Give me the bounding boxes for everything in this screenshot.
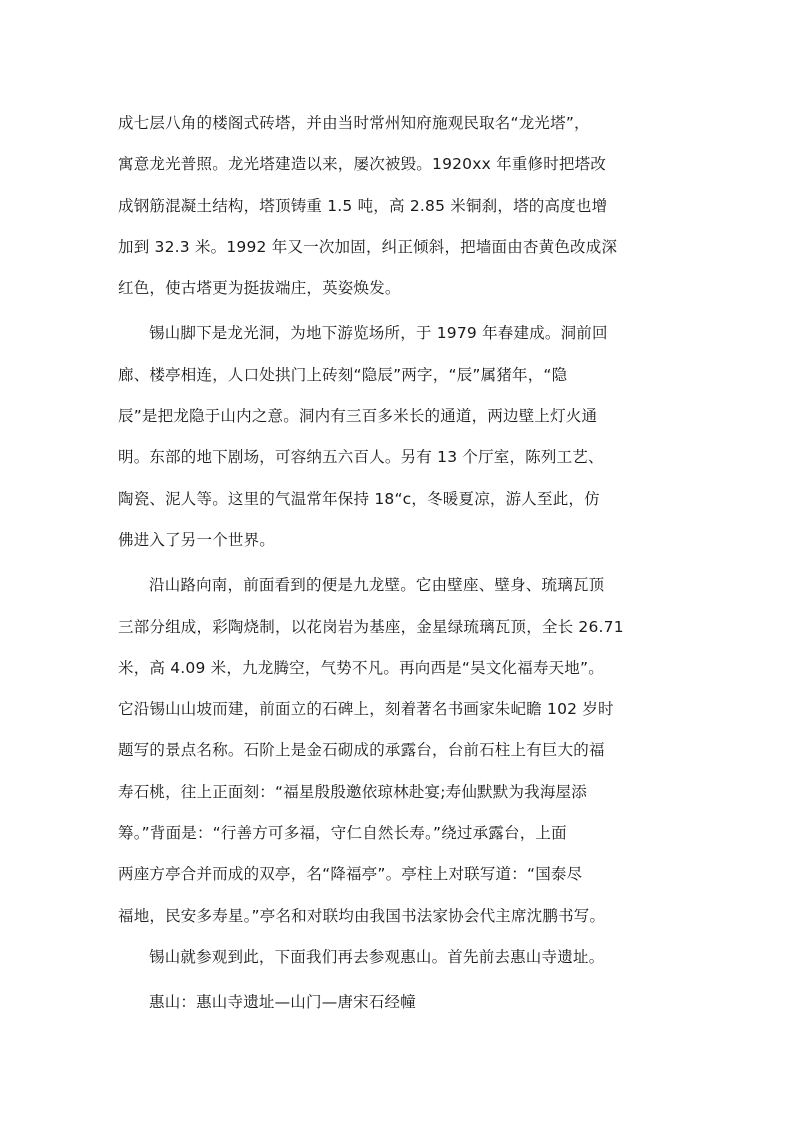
text-line: 辰”是把龙隐于山内之意。洞内有三百多米长的通道，两边壁上灯火通 — [118, 407, 598, 426]
paragraph-nine-dragon-wall — [118, 565, 674, 937]
paragraph-longguang-cave — [118, 313, 674, 561]
text-line: 锡山脚下是龙光洞，为地下游览场所，于 1979 年春建成。洞前回 — [149, 324, 608, 343]
text-line: 廊、楼亭相连，人口处拱门上砖刻“隐辰”两字，“辰”属猪年，“隐 — [118, 365, 568, 384]
text-line: 两座方亭合并而成的双亭，名“降福亭”。亭柱上对联写道：“国泰尽 — [118, 865, 583, 884]
paragraph-huishan-route — [118, 982, 674, 1023]
text-line: 陶瓷、泥人等。这里的气温常年保持 18“c，冬暖夏凉，游人至此，仿 — [118, 489, 600, 508]
text-line: 红色，使古塔更为挺拔端庄，英姿焕发。 — [118, 279, 401, 298]
text-line: 题写的景点名称。石阶上是金石砌成的承露台，台前石柱上有巨大的福 — [118, 741, 605, 760]
text-line: 成钢筋混凝土结构，塔顶铸重 1.5 吨，高 2.85 米铜刹，塔的高度也增 — [118, 196, 608, 215]
paragraph-xishan-end — [118, 937, 674, 978]
text-line: 沿山路向南，前面看到的便是九龙壁。它由壁座、壁身、琉璃瓦顶 — [149, 576, 605, 595]
paragraph-longguang-pagoda — [118, 103, 674, 309]
text-line: 米，高 4.09 米，九龙腾空，气势不凡。再向西是“吴文化福寿天地”。 — [118, 658, 604, 677]
text-line: 福地，民安多寿星。”亭名和对联均由我国书法家协会代主席沈鹏书写。 — [118, 906, 606, 925]
text-line: 寓意龙光普照。龙光塔建造以来，屡次被毁。1920xx 年重修时把塔改 — [118, 155, 607, 174]
text-line: 它沿锡山山坡而建，前面立的石碑上，刻着著名书画家朱屺瞻 102 岁时 — [118, 700, 614, 719]
text-line: 明。东部的地下剧场，可容纳五六百人。另有 13 个厅室，陈列工艺、 — [118, 448, 604, 467]
text-line: 惠山：惠山寺遗址—山门—唐宋石经幢 — [149, 993, 416, 1012]
text-line: 锡山就参观到此，下面我们再去参观惠山。首先前去惠山寺遗址。 — [149, 947, 605, 966]
text-line: 加到 32.3 米。1992 年又一次加固，纠正倾斜，把墙面由杏黄色改成深 — [118, 237, 618, 256]
text-line: 三部分组成，彩陶烧制，以花岗岩为基座，金星绿琉璃瓦顶，全长 26.71 — [118, 617, 624, 636]
text-line: 寿石桃，往上正面刻：“福星殷殷邀依琼林赴宴;寿仙默默为我海屋添 — [118, 782, 587, 801]
text-line: 筹。”背面是：“行善方可多福，守仁自然长寿。”绕过承露台，上面 — [118, 824, 567, 843]
text-line: 成七层八角的楼阁式砖塔，并由当时常州知府施观民取名“龙光塔”， — [118, 114, 590, 132]
text-line: 佛进入了另一个世界。 — [118, 530, 276, 549]
document-body — [118, 103, 674, 1024]
